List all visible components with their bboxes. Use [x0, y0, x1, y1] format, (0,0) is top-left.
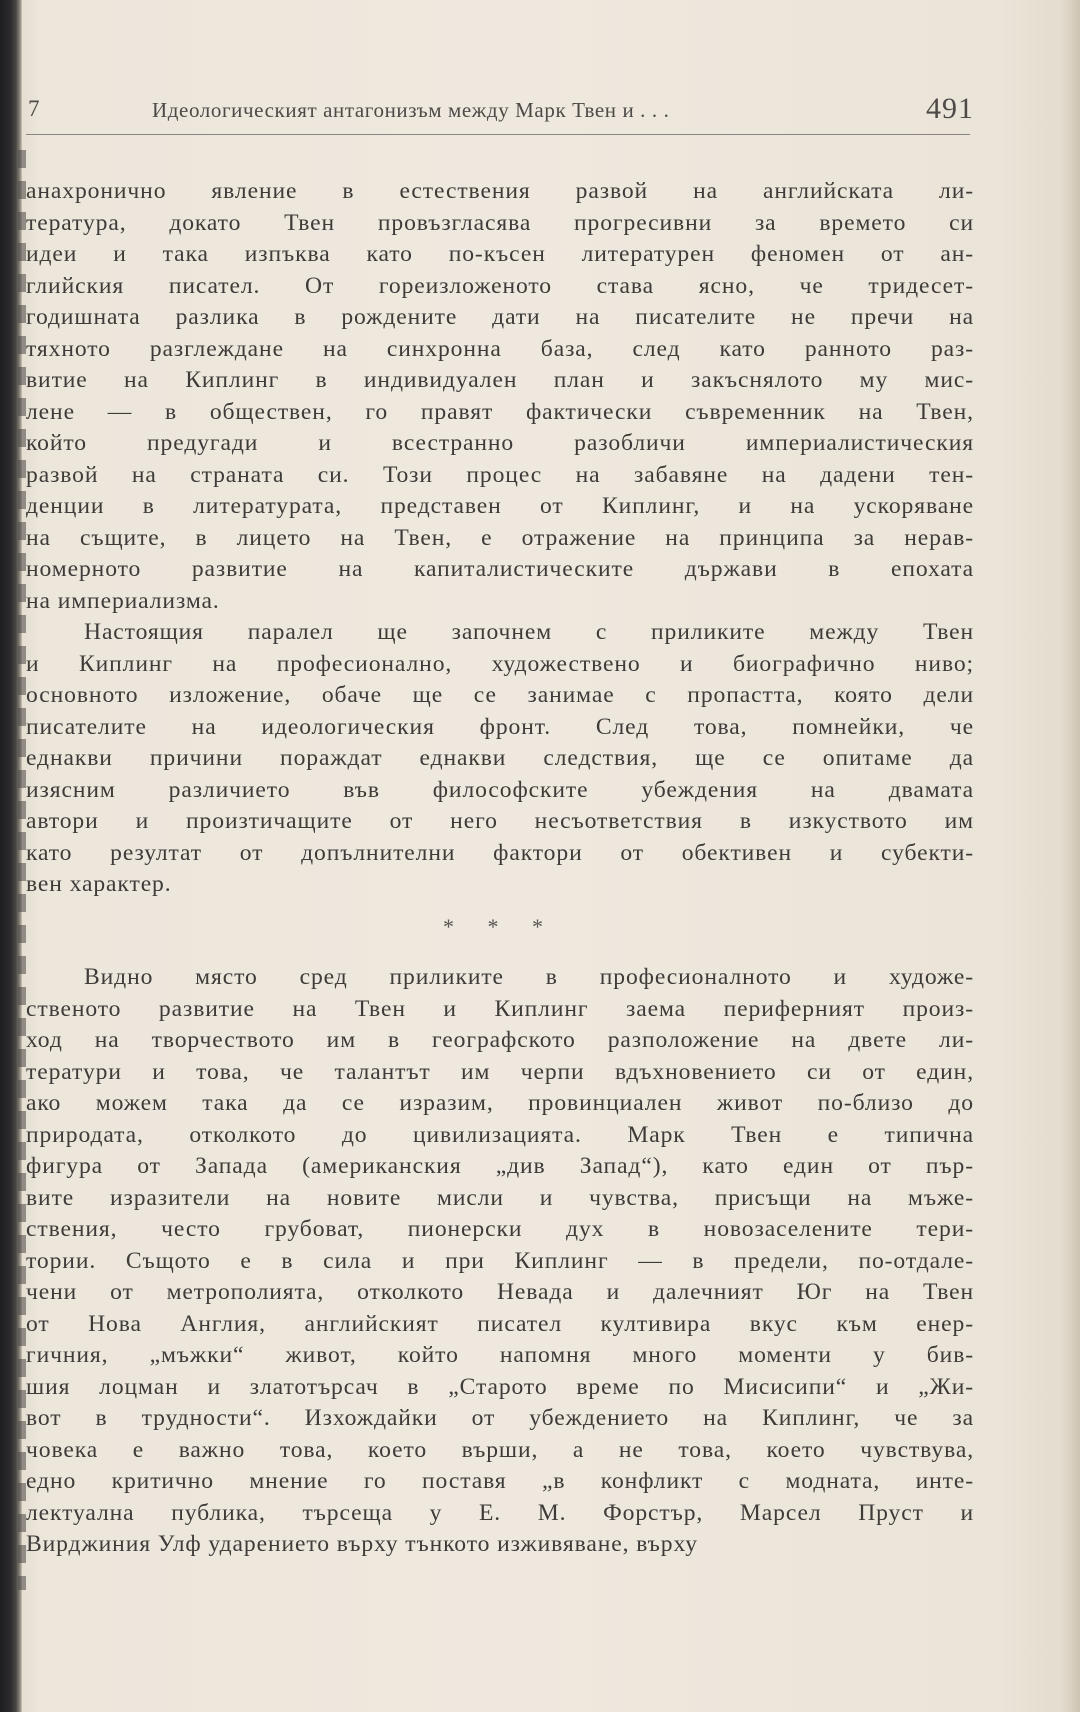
text-line: лектуална публика, търсеща у Е. М. Форстър, Марсел Пруст и	[26, 1499, 974, 1526]
text-line: ственото развитие на Твен и Киплинг заема периферният произ-	[26, 995, 974, 1022]
text-line: Настоящия паралел ще започнем с приликите между Твен	[84, 619, 974, 645]
text-line: вот в трудности“. Изхождайки от убеждението на Киплинг, че за	[26, 1405, 974, 1431]
text-line: идеи и така изпъква като по-късен литературен феномен от ан-	[26, 241, 974, 267]
text-line: глийския писател. От гореизложеното става ясно, че тридесет-	[26, 272, 974, 299]
text-line: писателите на идеологическия фронт. След това, помнейки, че	[26, 713, 974, 740]
paragraph	[26, 176, 974, 617]
page-number: 491	[926, 92, 974, 125]
text-line: вен характер.	[26, 871, 172, 897]
binding-marks	[18, 150, 26, 1590]
text-line: годишната разлика в рождените дати на писателите не пречи на	[26, 304, 974, 330]
page-edge-shadow	[1058, 0, 1080, 1712]
paragraph	[26, 617, 974, 901]
text-line: шия лоцман и златотърсач в „Старото време по Мисисипи“ и „Жи-	[26, 1373, 974, 1400]
text-line: ако можем така да се изразим, провинциален живот по-близо до	[26, 1090, 974, 1116]
text-line: лене — в обществен, го правят фактически съвременник на Твен,	[26, 398, 974, 425]
text-line: витие на Киплинг в индивидуален план и закъснялото му мис-	[26, 367, 974, 393]
text-line: човека е важно това, което върши, а не това, което чувствува,	[26, 1436, 974, 1463]
text-line: вите изразители на новите мисли и чувства, присъщи на мъже-	[26, 1184, 974, 1211]
text-line: като резултат от допълнителни фактори от обективен и субекти-	[26, 839, 974, 866]
text-line: основното изложение, обаче ще се занимае с пропастта, която дели	[26, 682, 974, 708]
text-line: който предугади и всестранно разобличи империалистическия	[26, 430, 974, 456]
paragraph	[26, 962, 974, 1561]
chapter-number: 7	[28, 96, 40, 121]
text-line: на империализма.	[26, 587, 220, 614]
text-line: тяхното разглеждане на синхронна база, след като ранното раз-	[26, 335, 974, 362]
text-block-before-break	[26, 176, 974, 901]
section-separator: * * *	[443, 914, 557, 939]
running-header	[28, 94, 974, 134]
text-line: тории. Същото е в сила и при Киплинг — в предели, по-отдале-	[26, 1247, 974, 1274]
text-line: на същите, в лицето на Твен, е отражение на принципа за нерав-	[26, 524, 974, 551]
text-line: автори и произтичащите от него несъответствия в изкуството им	[26, 808, 974, 834]
text-line: еднакви причини пораждат еднакви следствия, ще се опитаме да	[26, 745, 974, 771]
text-line: ствения, често грубоват, пионерски дух в новозаселените тери-	[26, 1216, 974, 1242]
text-line: чени от метрополията, отколкото Невада и далечният Юг на Твен	[26, 1279, 974, 1305]
text-line: тератури и това, че талантът им черпи вдъхновението си от един,	[26, 1058, 974, 1085]
text-line: природата, отколкото до цивилизацията. Марк Твен е типична	[26, 1121, 974, 1148]
text-line: ход на творчеството им в географското разположение на двете ли-	[26, 1027, 974, 1053]
text-line: анахронично явление в естествения развой на английската ли-	[26, 178, 974, 204]
text-line: развой на страната си. Този процес на забавяне на дадени тен-	[26, 461, 974, 488]
text-line: номерното развитие на капиталистическите държави в епохата	[26, 556, 974, 582]
text-line: тература, докато Твен провъзгласява прогресивни за времето си	[26, 209, 974, 236]
text-line: изясним различието във философските убеждения на двамата	[26, 776, 974, 803]
text-line: гичния, „мъжки“ живот, който напомня много моменти у бив-	[26, 1342, 974, 1368]
header-rule	[26, 134, 970, 135]
text-line: и Киплинг на професионално, художествено и биографично ниво;	[26, 650, 974, 677]
text-line: фигура от Запада (американския „див Запад“), като един от пър-	[26, 1153, 974, 1179]
text-line: денции в литературата, представен от Киплинг, и на ускоряване	[26, 493, 974, 519]
running-head-title: Идеологическият антагонизъм между Марк Твен и . . .	[152, 98, 670, 122]
text-line: едно критично мнение го поставя „в конфликт с модната, инте-	[26, 1468, 974, 1494]
text-block-after-break	[26, 962, 974, 1561]
text-line: Видно място сред приликите в професионалното и художе-	[84, 964, 974, 990]
text-line: Вирджиния Улф ударението върху тънкото изживяване, върху	[26, 1531, 698, 1557]
text-line: от Нова Англия, английският писател култивира вкус към енер-	[26, 1310, 974, 1337]
